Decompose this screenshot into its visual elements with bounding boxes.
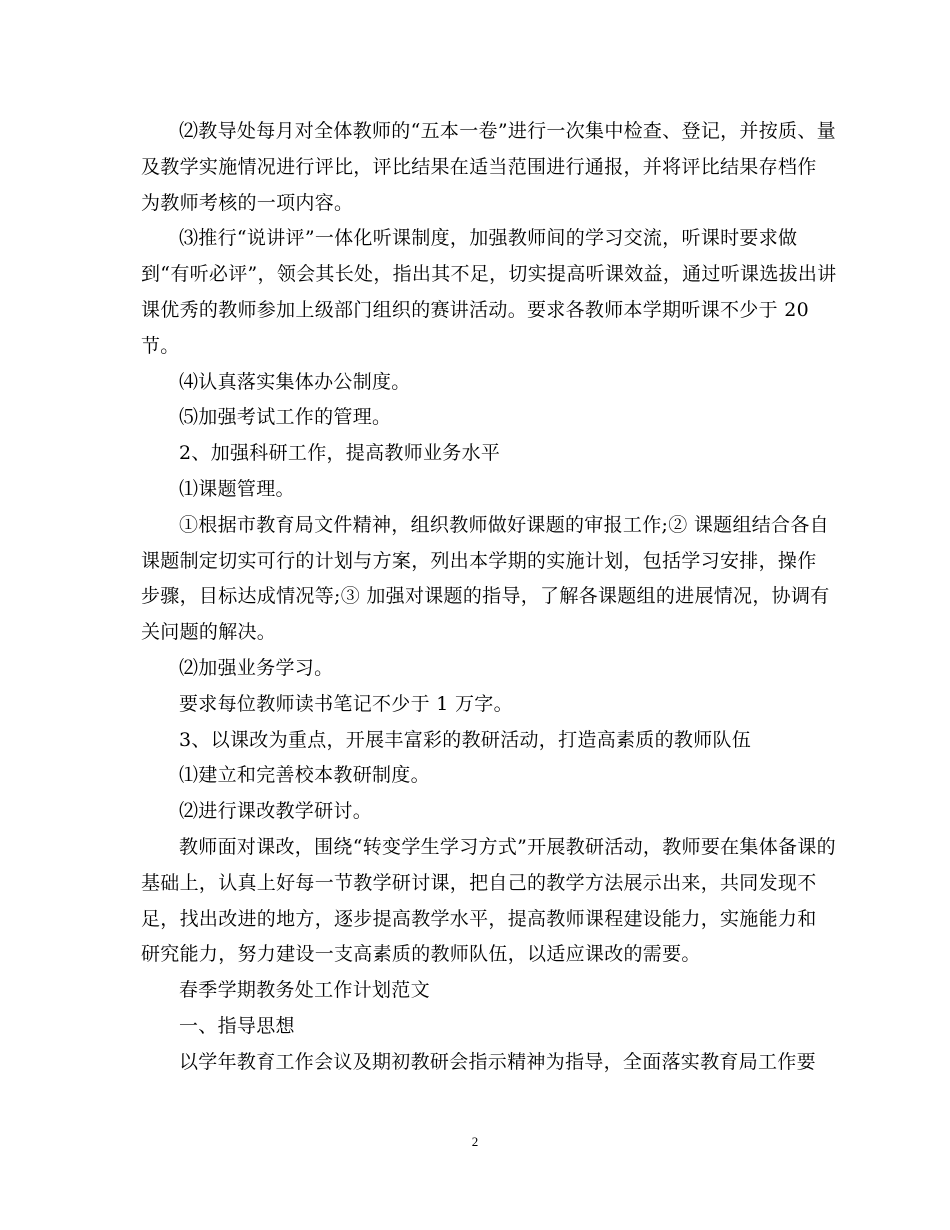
text-line: 研究能力，努力建设一支高素质的教师队伍，以适应课改的需要。 [141,943,701,966]
text-line: ⑵教导处每月对全体教师的“五本一卷”进行一次集中检查、登记，并按质、量 [179,120,836,142]
text-line: ⑴建立和完善校本教研制度。 [179,764,430,787]
text-line: 要求每位教师读书笔记不少于 1 万字。 [179,692,513,715]
text-line: ①根据市教育局文件精神，组织教师做好课题的审报工作;② 课题组结合各自 [179,513,829,536]
text-line: 关问题的解决。 [141,621,277,644]
text-line: 为教师考核的一项内容。 [141,191,354,214]
section-heading: 一、指导思想 [179,1014,295,1037]
text-line: ⑷认真落实集体办公制度。 [179,370,411,393]
text-line: 到“有听必评”，领会其长处，指出其不足，切实提高听课效益，通过听课选拔出讲 [141,263,837,286]
document-body [141,114,837,1081]
text-line: 以学年教育工作会议及期初教研会指示精神为指导，全面落实教育局工作要 [179,1050,816,1073]
text-line: ⑸加强考试工作的管理。 [179,406,392,429]
text-line: ⑶推行“说讲评”一体化听课制度，加强教师间的学习交流，听课时要求做 [179,227,798,250]
text-line: 基础上，认真上好每一节教学研讨课，把自己的教学方法展示出来，共同发现不 [141,871,817,894]
text-line: ⑴课题管理。 [179,477,295,500]
text-line: 课题制定切实可行的计划与方案，列出本学期的实施计划，包括学习安排，操作 [141,549,817,572]
page-number: 2 [471,1134,479,1149]
text-line: 节。 [141,334,180,357]
section-heading: 3、以课改为重点，开展丰富彩的教研活动，打造高素质的教师队伍 [179,728,752,751]
section-heading: 2、加强科研工作，提高教师业务水平 [179,442,501,465]
text-line: 及教学实施情况进行评比，评比结果在适当范围进行通报，并将评比结果存档作 [141,155,817,178]
text-line: 课优秀的教师参加上级部门组织的赛讲活动。要求各教师本学期听课不少于 20 [141,298,810,321]
text-line: 教师面对课改，围绕“转变学生学习方式”开展教研活动，教师要在集体备课的 [179,835,836,858]
document-subtitle: 春季学期教务处工作计划范文 [179,979,430,1002]
text-line: ⑵加强业务学习。 [179,656,334,679]
text-line: 步骤，目标达成情况等;③ 加强对课题的指导，了解各课题组的进展情况，协调有 [141,585,830,608]
text-line: ⑵进行课改教学研讨。 [179,800,373,823]
text-line: 足，找出改进的地方，逐步提高教学水平，提高教师课程建设能力，实施能力和 [141,907,817,930]
